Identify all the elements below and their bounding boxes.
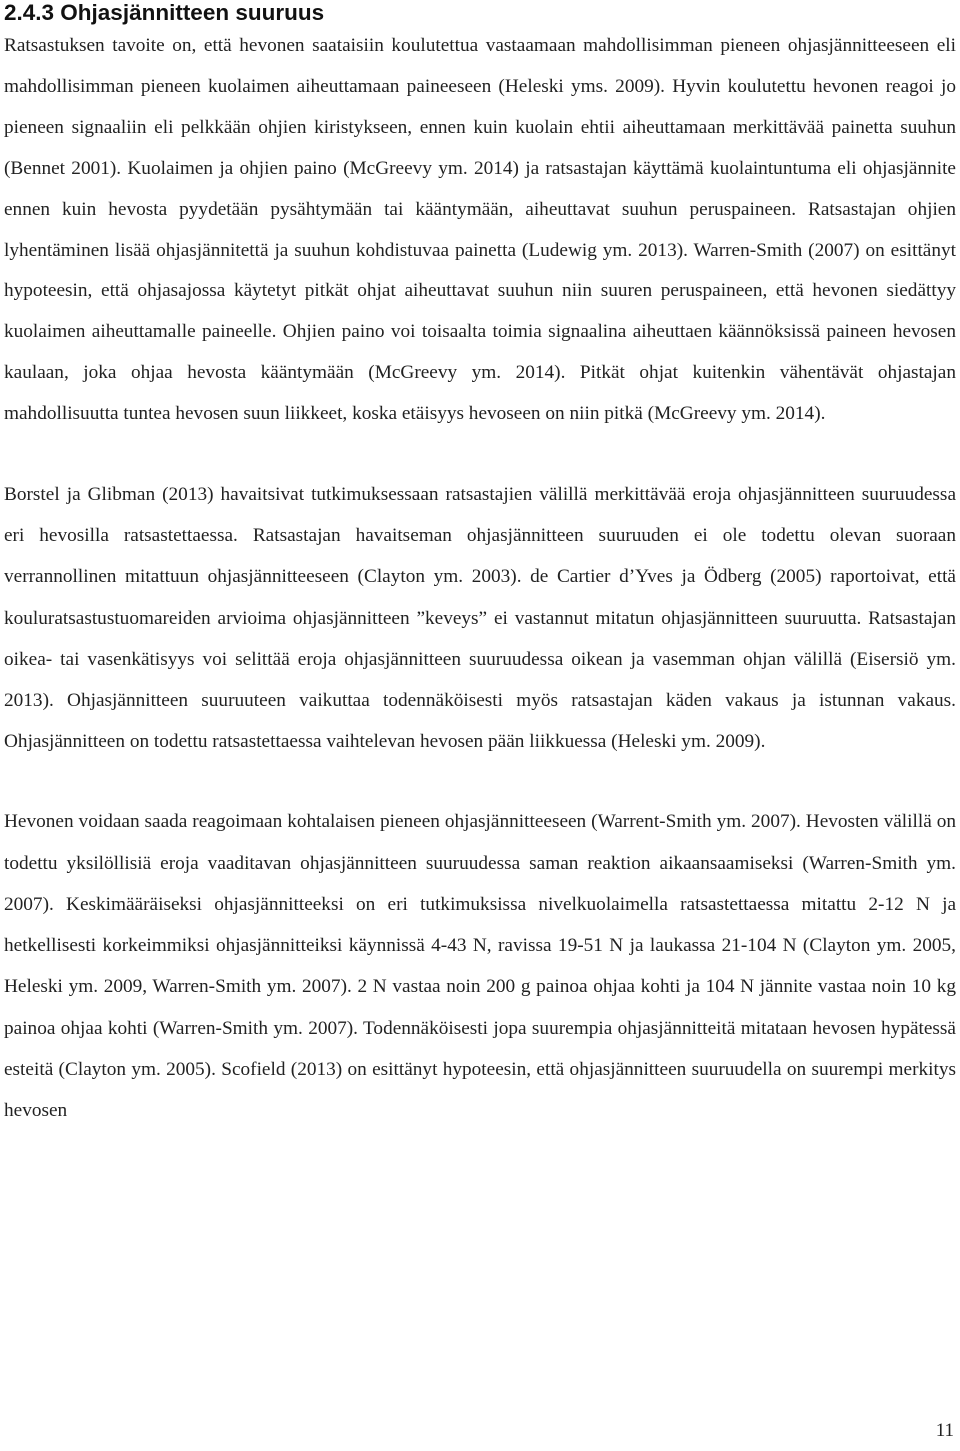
paragraph-rein-tension-goal: Ratsastuksen tavoite on, että hevonen saataisiin koulutettua vastaamaan mahdollisimman pieneen ohjasjännitteeseen eli mahdollisimman pieneen kuolaimen aiheuttamaan paineeseen (Heleski yms. 2009). Hyvin koulutettu hevonen reagoi jo pieneen signaaliin eli pelkkään ohjien kiristykseen, ennen kuin kuolain ehtii aiheuttamaan merkittävää painetta suuhun (Bennet 2001). Kuolaimen ja ohjien paino (McGreevy ym. 2014) ja ratsastajan käyttämä kuolaintuntuma eli ohjasjännite ennen kuin hevosta pyydetään pysähtymään tai kääntymään, aiheuttavat suuhun peruspaineen. Ratsastajan ohjien lyhentäminen lisää ohjasjännitettä ja suuhun kohdistuvaa painetta (Ludewig ym. 2013). Warren-Smith (2007) on esittänyt hypoteesin, että ohjasajossa käytetyt pitkät ohjat aiheuttavat suuhun niin suuren peruspaineen, että hevonen siedättyy kuolaimen aiheuttamalle paineelle. Ohjien paino voi toisaalta toimia signaalina aiheuttaen käännöksissä paineen hevosen kaulaan, joka ohjaa hevosta kääntymään (McGreevy ym. 2014). Pitkät ohjat kuitenkin vähentävät ohjastajan mahdollisuutta tuntea hevosen suun liikkeet, koska etäisyys hevoseen on niin pitkä (McGreevy ym. 2014). xyxy=(4,35,956,425)
paragraph-spacer xyxy=(4,435,956,474)
page-number: 11 xyxy=(935,1420,954,1441)
paragraph-spacer xyxy=(4,762,956,801)
section-heading: 2.4.3 Ohjasjännitteen suuruus xyxy=(4,0,325,25)
paragraph-rider-differences: Borstel ja Glibman (2013) havaitsivat tutkimuksessaan ratsastajien välillä merkittävää eroja ohjasjännitteen suuruudessa eri hevosilla ratsastettaessa. Ratsastajan havaitseman ohjasjännitteen suuruuden ei ole todettu olevan suoraan verrannollinen mitattuun ohjasjännitteeseen (Clayton ym. 2003). de Cartier d’Yves ja Ödberg (2005) raportoivat, että kouluratsastustuomareiden arvioima ohjasjännitteen ”keveys” ei vastannut mitatun ohjasjännitteen suuruutta. Ratsastajan oikea- tai vasenkätisyys voi selittää eroja ohjasjännitteen suuruudessa oikean ja vasemman ohjan välillä (Eisersiö ym. 2013). Ohjasjännitteen suuruuteen vaikuttaa todennäköisesti myös ratsastajan käden vakaus ja istunnan vakaus. Ohjasjännitteen on todettu ratsastettaessa vaihtelevan hevosen pään liikkuessa (Heleski ym. 2009). xyxy=(4,484,956,753)
paragraph-measured-tension: Hevonen voidaan saada reagoimaan kohtalaisen pieneen ohjasjännitteeseen (Warrent-Smith ym. 2007). Hevosten välillä on todettu yksilöllisiä eroja vaaditavan ohjasjännitteen suuruudessa saman reaktion aikaansaamiseksi (Warren-Smith ym. 2007). Keskimääräiseksi ohjasjännitteeksi on eri tutkimuksissa nivelkuolaimella ratsastettaessa mitattu 2-12 N ja hetkellisesti korkeimmiksi ohjasjännitteiksi käynnissä 4-43 N, ravissa 19-51 N ja laukassa 21-104 N (Clayton ym. 2005, Heleski ym. 2009, Warren-Smith ym. 2007). 2 N vastaa noin 200 g painoa ohjaa kohti ja 104 N jännite vastaa noin 10 kg painoa ohjaa kohti (Warren-Smith ym. 2007). Todennäköisesti jopa suurempia ohjasjännitteitä mitataan hevosen hypätessä esteitä (Clayton ym. 2005). Scofield (2013) on esittänyt hypoteesin, että ohjasjännitteen suuruudella on suurempi merkitys hevosen xyxy=(4,811,956,1121)
